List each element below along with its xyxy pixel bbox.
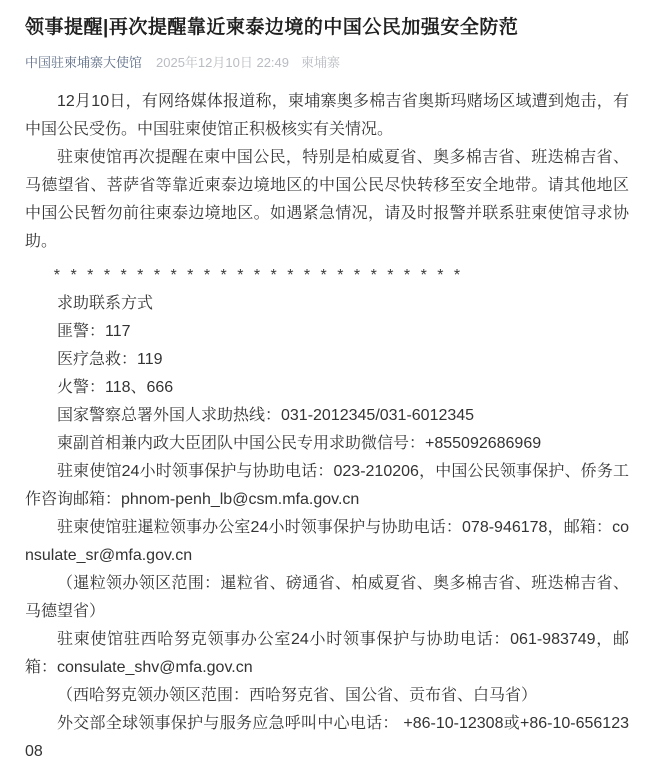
paragraph-advisory: 驻柬使馆再次提醒在柬中国公民，特别是柏威夏省、奥多棉吉省、班迭棉吉省、马德望省、菩萨省等靠近柬泰边境地区的中国公民尽快转移至安全地带。请其他地区中国公民暂勿前往柬泰边境地区。如遇紧急情况，请及时报警并联系驻柬使馆寻求协助。 bbox=[25, 149, 629, 250]
contact-mfa-global-center: 外交部全球领事保护与服务应急呼叫中心电话： +86-10-12308或+86-10-65612308 bbox=[25, 715, 629, 760]
article-body bbox=[25, 88, 629, 766]
article-title: 领事提醒|再次提醒靠近柬泰边境的中国公民加强安全防范 bbox=[25, 17, 519, 38]
contact-siemreap-office: 驻柬使馆驻暹粒领事办公室24小时领事保护与协助电话：078-946178，邮箱：consulate_sr@mfa.gov.cn bbox=[25, 519, 629, 564]
contact-medical: 医疗急救：119 bbox=[57, 351, 163, 368]
separator-asterisks: * * * * * * * * * * * * * * * * * * * * * * * * * bbox=[53, 267, 463, 284]
contact-embassy-hotline: 驻柬使馆24小时领事保护与协助电话：023-210206，中国公民领事保护、侨务工作咨询邮箱：phnom-penh_lb@csm.mfa.gov.cn bbox=[25, 463, 629, 508]
note-sihanoukville-jurisdiction: （西哈努克领办领区范围：西哈努克省、国公省、贡布省、白马省） bbox=[57, 687, 538, 704]
contact-section-heading: 求助联系方式 bbox=[57, 295, 154, 312]
note-siemreap-jurisdiction: （暹粒领办领区范围：暹粒省、磅通省、柏威夏省、奥多棉吉省、班迭棉吉省、马德望省） bbox=[25, 575, 629, 620]
contact-sihanoukville-office: 驻柬使馆驻西哈努克领事办公室24小时领事保护与协助电话：061-983749，邮箱：consulate_shv@mfa.gov.cn bbox=[25, 631, 629, 676]
byline bbox=[25, 54, 629, 72]
location-tag: 柬埔寨 bbox=[301, 55, 341, 70]
paragraph-incident: 12月10日，有网络媒体报道称，柬埔寨奥多棉吉省奥斯玛赌场区域遭到炮击，有中国公民受伤。中国驻柬使馆正积极核实有关情况。 bbox=[25, 93, 629, 138]
publish-datetime: 2025年12月10日 22:49 bbox=[156, 55, 289, 70]
contact-wechat-hotline: 柬副首相兼内政大臣团队中国公民专用求助微信号：+855092686969 bbox=[57, 435, 542, 452]
contact-national-police-hotline: 国家警察总署外国人求助热线：031-2012345/031-6012345 bbox=[57, 407, 475, 424]
contact-fire: 火警：118、666 bbox=[57, 379, 174, 396]
source-link[interactable]: 中国驻柬埔寨大使馆 bbox=[25, 55, 143, 70]
contact-police: 匪警：117 bbox=[57, 323, 131, 340]
